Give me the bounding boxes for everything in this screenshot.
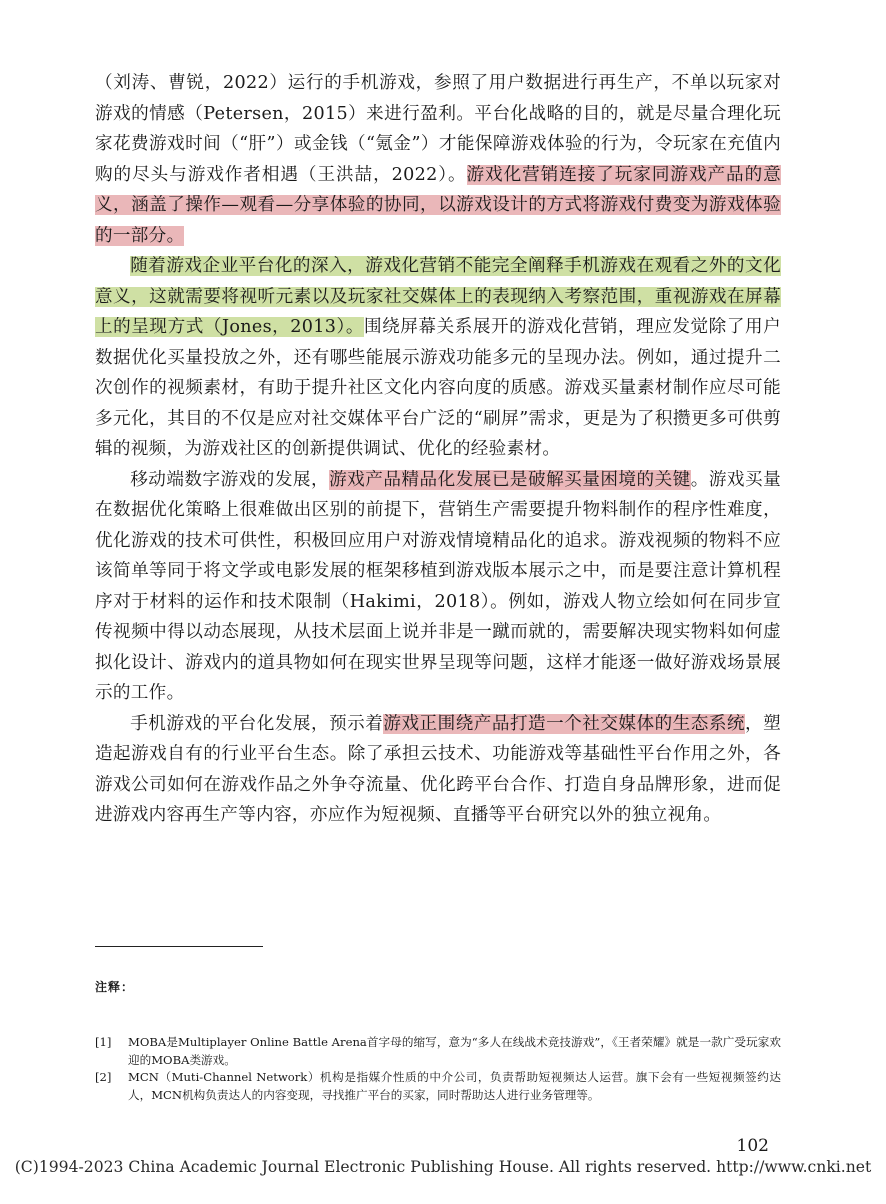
highlighted-text-segment: 游戏化营销连接了玩家同游戏产品的意义，涵盖了操作—观看—分享体验的协同，以游戏设计的方式将游戏付费变为游戏体验的一部分。 bbox=[95, 164, 781, 246]
text-segment: 。游戏买量在数据优化策略上很难做出区别的前提下，营销生产需要提升物料制作的程序性难度，优化游戏的技术可供性，积极回应用户对游戏情境精品化的追求。游戏视频的物料不应该简单等同于将文学或电影发展的框架移植到游戏版本展示之中，而是要注意计算机程序对于材料的运作和技术限制（Hakimi，2018）。例如，游戏人物立绘如何在同步宣传视频中得以动态展现，从技术层面上说并非是一蹴而就的，需要解决现实物料如何虚拟化设计、游戏内的道具物如何在现实世界呈现等问题，这样才能逐一做好游戏场景展示的工作。 bbox=[95, 469, 781, 703]
highlighted-text-segment: 随着游戏企业平台化的深入，游戏化营销不能完全阐释手机游戏在观看之外的文化意义，这就需要将视听元素以及玩家社交媒体上的表现纳入考察范围，重视游戏在屏幕上的呈现方式（Jones，2013）。 bbox=[95, 256, 781, 337]
article-body bbox=[95, 68, 781, 831]
paragraph-2 bbox=[95, 251, 781, 465]
text-segment: 移动端数字游戏的发展， bbox=[130, 469, 330, 490]
paragraph-1 bbox=[95, 68, 781, 251]
copyright-footer: (C)1994-2023 China Academic Journal Electronic Publishing House. All rights reserved. http://www.cnki.net bbox=[14, 1158, 872, 1176]
footnote-divider bbox=[95, 946, 263, 947]
footnote-number: [1] bbox=[95, 1035, 112, 1049]
paragraph-3 bbox=[95, 465, 781, 709]
footnote-text: MOBA是Multiplayer Online Battle Arena首字母的缩写，意为“多人在线战术竞技游戏”，《王者荣耀》就是一款广受玩家欢迎的MOBA类游戏。 bbox=[128, 1035, 781, 1067]
text-segment: （刘涛、曹锐，2022）运行的手机游戏，参照了用户数据进行再生产，不单以玩家对游戏的情感（Petersen，2015）来进行盈利。平台化战略的目的，就是尽量合理化玩家花费游戏时间（“肝”）或金钱（“氪金”）才能保障游戏体验的行为，令玩家在充值内购的尽头与游戏作者相遇（王洪喆，2022）。 bbox=[95, 73, 781, 185]
footnote-2 bbox=[95, 1069, 781, 1104]
highlighted-text-segment: 游戏正围绕产品打造一个社交媒体的生态系统 bbox=[383, 713, 746, 734]
text-segment: ，塑造起游戏自有的行业平台生态。除了承担云技术、功能游戏等基础性平台作用之外，各游戏公司如何在游戏作品之外争夺流量、优化跨平台合作、打造自身品牌形象，进而促进游戏内容再生产等内容，亦应作为短视频、直播等平台研究以外的独立视角。 bbox=[95, 713, 781, 825]
paragraph-4 bbox=[95, 709, 781, 831]
highlighted-text-segment: 游戏产品精品化发展已是破解买量困境的关键 bbox=[329, 469, 691, 490]
footnote-text: MCN（Muti-Channel Network）机构是指媒介性质的中介公司，负责帮助短视频达人运营。旗下会有一些短视频签约达人，MCN机构负责达人的内容变现，寻找推广平台的买家，同时帮助达人进行业务管理等。 bbox=[128, 1070, 781, 1102]
footnote-1 bbox=[95, 1034, 781, 1069]
notes-label: 注释： bbox=[95, 980, 135, 994]
page-number: 102 bbox=[736, 1136, 769, 1156]
footnote-number: [2] bbox=[95, 1070, 112, 1084]
text-segment: 围绕屏幕关系展开的游戏化营销，理应发觉除了用户数据优化买量投放之外，还有哪些能展示游戏功能多元的呈现办法。例如，通过提升二次创作的视频素材，有助于提升社区文化内容向度的质感。游戏买量素材制作应尽可能多元化，其目的不仅是应对社交媒体平台广泛的“刷屏”需求，更是为了积攒更多可供剪辑的视频，为游戏社区的创新提供调试、优化的经验素材。 bbox=[95, 317, 781, 459]
text-segment: 手机游戏的平台化发展，预示着 bbox=[130, 713, 384, 734]
